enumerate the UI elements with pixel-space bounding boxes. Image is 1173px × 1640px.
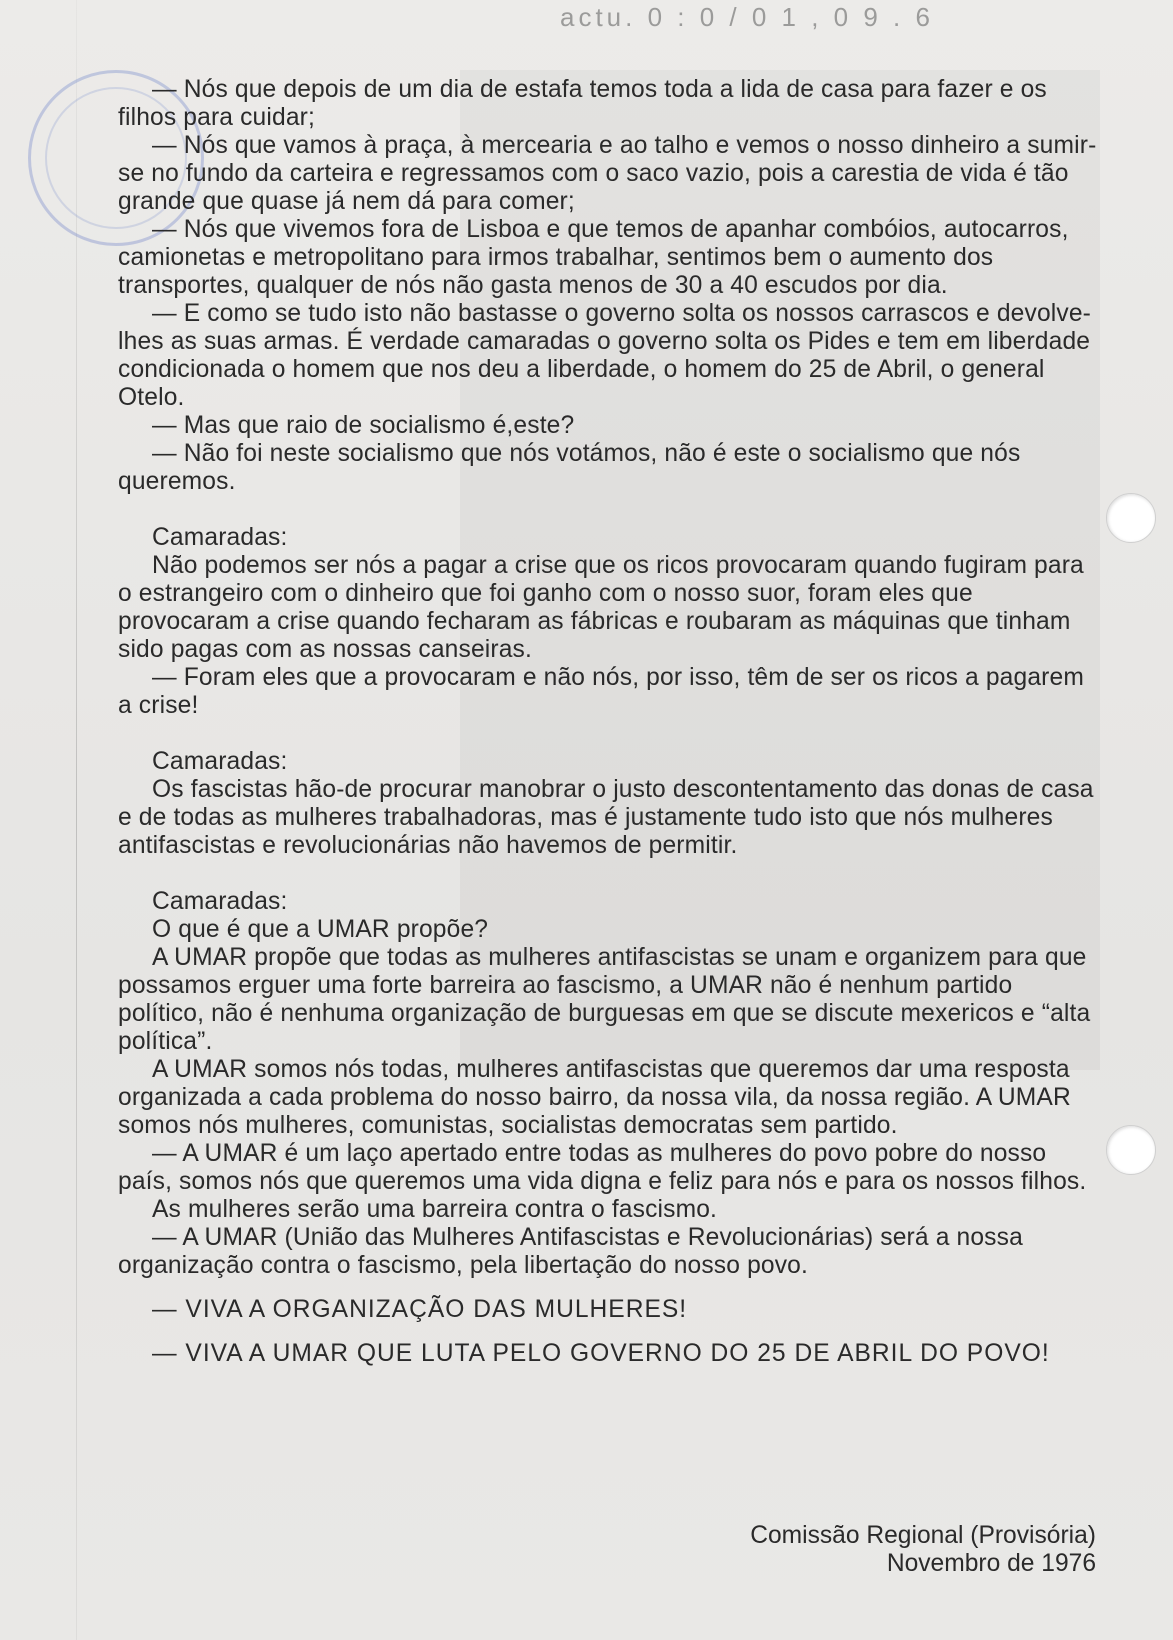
signature-date: Novembro de 1976 [886,1550,1096,1577]
paragraph-umar-bond: — A UMAR é um laço apertado entre todas as mulheres do povo pobre do nosso país, somos nós que queremos uma vida digna e feliz para nós e para os nossos filhos. [118,1140,1087,1195]
fold-line [76,0,77,1640]
paragraph-socialism-answer: — Não foi neste socialismo que nós votámos, não é este o socialismo que nós queremos. [118,440,1021,495]
punch-hole-top [1106,493,1156,543]
paragraph-umar-identity: A UMAR somos nós todas, mulheres antifascistas que queremos dar uma resposta organizada a cada problema do nosso bairro, da nossa vila, da nossa região. A UMAR somos nós mulheres, comunistas, socialistas democratas sem partido. [118,1056,1071,1139]
paragraph-umar-question: O que é que a UMAR propõe? [152,916,489,943]
paragraph-socialism-question: — Mas que raio de socialismo é,este? [152,412,575,439]
section-heading: Camaradas: [152,888,288,915]
section-heading: Camaradas: [152,748,288,775]
slogan-organization: — VIVA A ORGANIZAÇÃO DAS MULHERES! [152,1296,688,1323]
paragraph-barrier: As mulheres serão uma barreira contra o fascismo. [152,1196,718,1223]
paragraph-rich-pay: — Foram eles que a provocaram e não nós, por isso, têm de ser os ricos a pagarem a crise! [118,664,1084,719]
archive-code: actu. 0 : 0 / 0 1 , 0 9 . 6 [560,2,934,32]
document-body [118,76,1102,1368]
paragraph-fascists: Os fascistas hão-de procurar manobrar o justo descontentamento das donas de casa e de todas as mulheres trabalhadoras, mas é justamente tudo isto que nós mulheres antifascistas e revolucionárias não havemos de permitir. [118,776,1094,859]
signature-committee: Comissão Regional (Provisória) [750,1522,1096,1549]
punch-hole-bottom [1106,1125,1156,1175]
paragraph-umar-proposal: A UMAR propõe que todas as mulheres antifascistas se unam e organizem para que possamos erguer uma forte barreira ao fascismo, a UMAR não é nenhum partido político, não é nenhuma organização de burguesas em que se discute mexericos e “alta política”. [118,944,1091,1055]
paragraph-market: — Nós que vamos à praça, à mercearia e ao talho e vemos o nosso dinheiro a sumir-se no fundo da carteira e regressamos com o saco vazio, pois a carestia de vida é tão grande que quase já nem dá para comer; [118,132,1097,215]
paragraph-umar-organization: — A UMAR (União das Mulheres Antifascistas e Revolucionárias) será a nossa organização contra o fascismo, pela libertação do nosso povo. [118,1224,1023,1279]
slogan-umar: — VIVA A UMAR QUE LUTA PELO GOVERNO DO 25 DE ABRIL DO POVO! [152,1340,1050,1367]
paragraph-transport: — Nós que vivemos fora de Lisboa e que temos de apanhar combóios, autocarros, camionetas e metropolitano para irmos trabalhar, sentimos bem o aumento dos transportes, qualquer de nós não gasta menos de 30 a 40 escudos por dia. [118,216,1069,299]
paragraph-crisis: Não podemos ser nós a pagar a crise que os ricos provocaram quando fugiram para o estrangeiro com o dinheiro que foi ganho com o nosso suor, foram eles que provocaram a crise quando fecharam as fábricas e roubaram as máquinas que tinham sido pagas com as nossas canseiras. [118,552,1084,663]
signature-block [750,1522,1096,1578]
paragraph-housework: — Nós que depois de um dia de estafa temos toda a lida de casa para fazer e os filhos para cuidar; [118,76,1047,131]
section-heading: Camaradas: [152,524,288,551]
paragraph-government: — E como se tudo isto não bastasse o governo solta os nossos carrascos e devolve-lhes as suas armas. É verdade camaradas o governo solta os Pides e tem em liberdade condicionada o homem que nos deu a liberdade, o homem do 25 de Abril, o general Otelo. [118,300,1092,411]
